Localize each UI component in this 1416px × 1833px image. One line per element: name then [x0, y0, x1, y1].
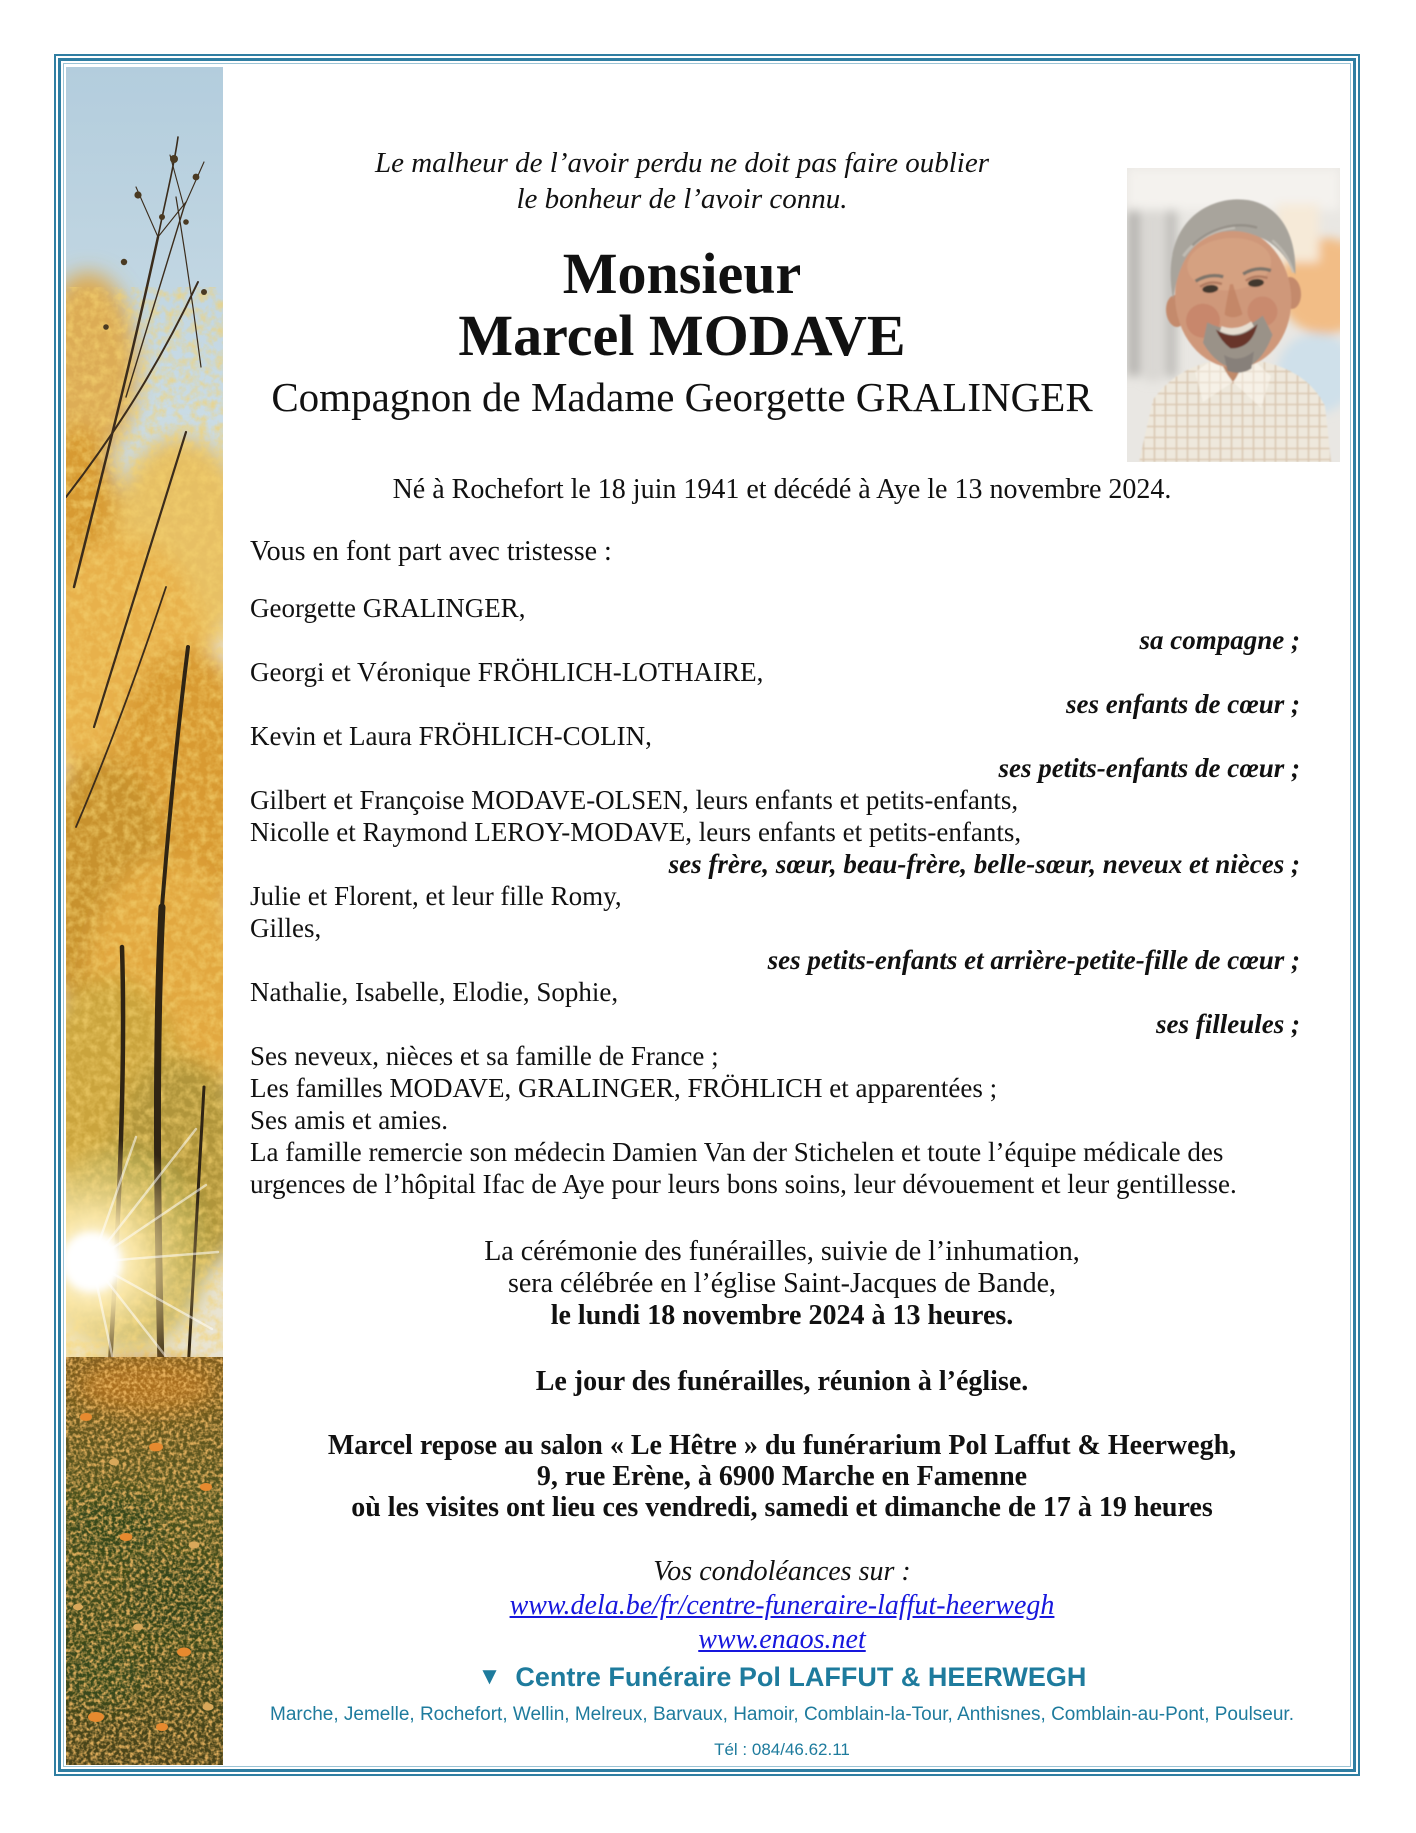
text-line: Georgette GRALINGER,	[250, 593, 526, 623]
text-line: urgences de l’hôpital Ifac de Aye pour leurs bons soins, leur dévouement et leur gentillesse.	[250, 1169, 1237, 1199]
quote-line-1: Le malheur de l’avoir perdu ne doit pas faire oublier	[374, 147, 990, 179]
headline-block	[232, 145, 1132, 425]
dela-condolences-link[interactable]: www.dela.be/fr/centre-funeraire-laffut-heerwegh	[509, 1590, 1055, 1621]
text-line: Nathalie, Isabelle, Elodie, Sophie,	[250, 977, 619, 1007]
text-line: Kevin et Laura FRÖHLICH-COLIN,	[250, 721, 652, 751]
condolences-link-row-1	[232, 1590, 1332, 1622]
text-line: le lundi 18 novembre 2024 à 13 heures.	[550, 1300, 1014, 1331]
autumn-trees-photo	[66, 67, 223, 1765]
text-line: ses enfants de cœur ;	[1066, 689, 1300, 719]
deceased-name: Marcel MODAVE	[458, 303, 906, 368]
text-line: ses petits-enfants et arrière-petite-fille de cœur ;	[767, 945, 1300, 975]
memorial-quote	[232, 145, 1132, 217]
text-line: Les familles MODAVE, GRALINGER, FRÖHLICH et apparentées ;	[250, 1073, 998, 1103]
funeral-home-phone: Tél : 084/46.62.11	[714, 1740, 850, 1759]
text-line: Gilbert et Françoise MODAVE-OLSEN, leurs enfants et petits-enfants,	[250, 785, 1019, 815]
condolences-label: Vos condoléances sur :	[653, 1556, 911, 1587]
text-line: où les visites ont lieu ces vendredi, samedi et dimanche de 17 à 19 heures	[351, 1492, 1213, 1523]
funeral-home-name-row	[232, 1662, 1332, 1693]
text-line: La famille remercie son médecin Damien Van der Stichelen et toute l’équipe médicale des	[250, 1137, 1224, 1167]
text-line: Ses amis et amies.	[250, 1105, 448, 1135]
text-line: sa compagne ;	[1139, 625, 1300, 655]
life-dates: Né à Rochefort le 18 juin 1941 et décédé à Aye le 13 novembre 2024.	[392, 474, 1172, 505]
text-line: Ses neveux, nièces et sa famille de France ;	[250, 1041, 719, 1071]
ceremony-block	[232, 1236, 1332, 1332]
salutation-title: Monsieur	[562, 241, 802, 306]
enaos-link[interactable]: www.enaos.net	[698, 1624, 866, 1655]
title-block	[232, 243, 1132, 425]
text-line: ses filleules ;	[1156, 1009, 1300, 1039]
portrait-photo	[1127, 168, 1340, 462]
family-list	[250, 592, 1300, 1200]
text-line: 9, rue Erène, à 6900 Marche en Famenne	[536, 1461, 1028, 1492]
text-line: sera célébrée en l’église Saint-Jacques de Bande,	[507, 1268, 1057, 1299]
reunion-line: Le jour des funérailles, réunion à l’église.	[535, 1366, 1029, 1397]
down-triangle-icon: ▼	[477, 1663, 502, 1690]
funeral-home-locations: Marche, Jemelle, Rochefort, Wellin, Melreux, Barvaux, Hamoir, Comblain-la-Tour, Anthisnes, Comblain-au-Pont, Poulseur.	[270, 1704, 1294, 1725]
text-line: La cérémonie des funérailles, suivie de l’inhumation,	[484, 1236, 1080, 1267]
text-line: ses petits-enfants de cœur ;	[998, 753, 1300, 783]
relationship-line: Compagnon de Madame Georgette GRALINGER	[271, 374, 1093, 420]
announcement-intro: Vous en font part avec tristesse :	[250, 536, 612, 567]
text-line: Julie et Florent, et leur fille Romy,	[250, 881, 622, 911]
text-line: ses frère, sœur, beau-frère, belle-sœur, neveux et nièces ;	[668, 849, 1300, 879]
text-line: Gilles,	[250, 913, 322, 943]
autumn-photo-art	[66, 67, 223, 1765]
text-line: Georgi et Véronique FRÖHLICH-LOTHAIRE,	[250, 657, 764, 687]
text-line: Nicolle et Raymond LEROY-MODAVE, leurs enfants et petits-enfants,	[250, 817, 1022, 847]
portrait-art	[1127, 168, 1340, 462]
quote-line-2: le bonheur de l’avoir connu.	[516, 183, 848, 215]
funeral-home-name: Centre Funéraire Pol LAFFUT & HEERWEGH	[515, 1662, 1087, 1692]
condolences-link-row-2	[232, 1624, 1332, 1656]
repose-block	[232, 1430, 1332, 1523]
text-line: Marcel repose au salon « Le Hêtre » du funérarium Pol Laffut & Heerwegh,	[327, 1430, 1237, 1461]
